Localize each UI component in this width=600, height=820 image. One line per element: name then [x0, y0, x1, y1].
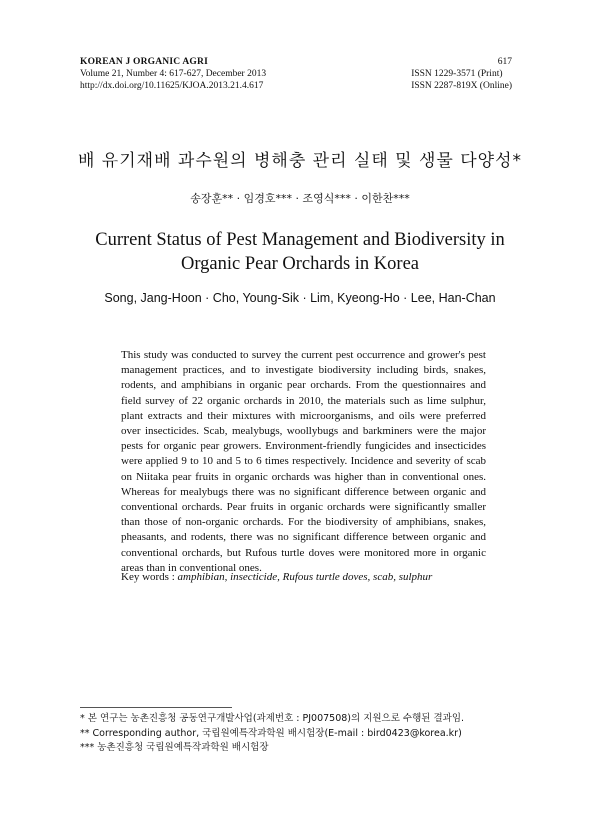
- english-title: [0, 228, 600, 276]
- keywords-label: Key words :: [121, 571, 178, 583]
- journal-name: KOREAN J ORGANIC AGRI: [80, 57, 208, 67]
- abstract: This study was conducted to survey the current pest occurrence and grower's pest management practices, and to investigate biodiversity including birds, snakes, rodents, and amphibians in organic pear orchards. From the questionnaires and field survey of 22 organic orchards in 2010, the materials such as lime sulphur, plant extracts and their mixtures with microorganisms, and oils were preferred over insecticides. Scab, mealybugs, woollybugs and barkminers were the major pests for organic pear growers. Environment-friendly fungicides and insecticides were applied 9 to 10 and 5 to 6 times respectively. Incidence and severity of scab on Niitaka pear fruits in organic orchards was higher than in conventional ones. Whereas for mealybugs there was no significant difference between organic and conventional orchards. Pear fruits in organic orchards were significantly smaller than those of non-organic orchards. For the biodiversity of amphibians, snakes, pheasants, and rodents, there was no significant difference between organic and conventional orchards, but Rufous turtle doves were monitored more in organic areas than in conventional ones.: [121, 349, 486, 574]
- footnote-funding: * 본 연구는 농촌진흥청 공동연구개발사업(과제번호 : PJ007508)의 지원으로 수행된 결과임.: [80, 713, 465, 724]
- keywords: [121, 571, 491, 583]
- footnotes: [80, 712, 464, 756]
- footnote-corresponding: ** Corresponding author, 국립원예특작과학원 배시험장(E-mail : bird0423@korea.kr): [80, 727, 462, 739]
- issn-print: ISSN 1229-3571 (Print): [411, 69, 503, 79]
- volume-info: Volume 21, Number 4: 617-627, December 2013: [80, 69, 267, 79]
- page-number: 617: [497, 57, 512, 67]
- keywords-terms: amphibian, insecticide, Rufous turtle doves, scab, sulphur: [177, 571, 433, 583]
- english-title-line-1: Current Status of Pest Management and Biodiversity in: [95, 230, 505, 250]
- journal-header: [80, 56, 266, 92]
- issn-online: ISSN 2287-819X (Online): [411, 81, 512, 91]
- footnote-divider: [80, 707, 232, 708]
- korean-authors: 송장훈** · 임경호*** · 조영식*** · 이한찬***: [190, 192, 410, 205]
- english-authors: Song, Jang-Hoon · Cho, Young-Sik · Lim, Kyeong-Ho · Lee, Han-Chan: [104, 291, 496, 305]
- footnote-affiliation: *** 농촌진흥청 국립원예특작과학원 배시험장: [80, 742, 269, 753]
- korean-title: 배 유기재배 과수원의 병해충 관리 실태 및 생물 다양성*: [77, 151, 522, 171]
- english-title-line-2: Organic Pear Orchards in Korea: [180, 254, 419, 274]
- issn-block: [411, 56, 512, 92]
- doi-link[interactable]: http://dx.doi.org/10.11625/KJOA.2013.21.4.617: [80, 81, 264, 91]
